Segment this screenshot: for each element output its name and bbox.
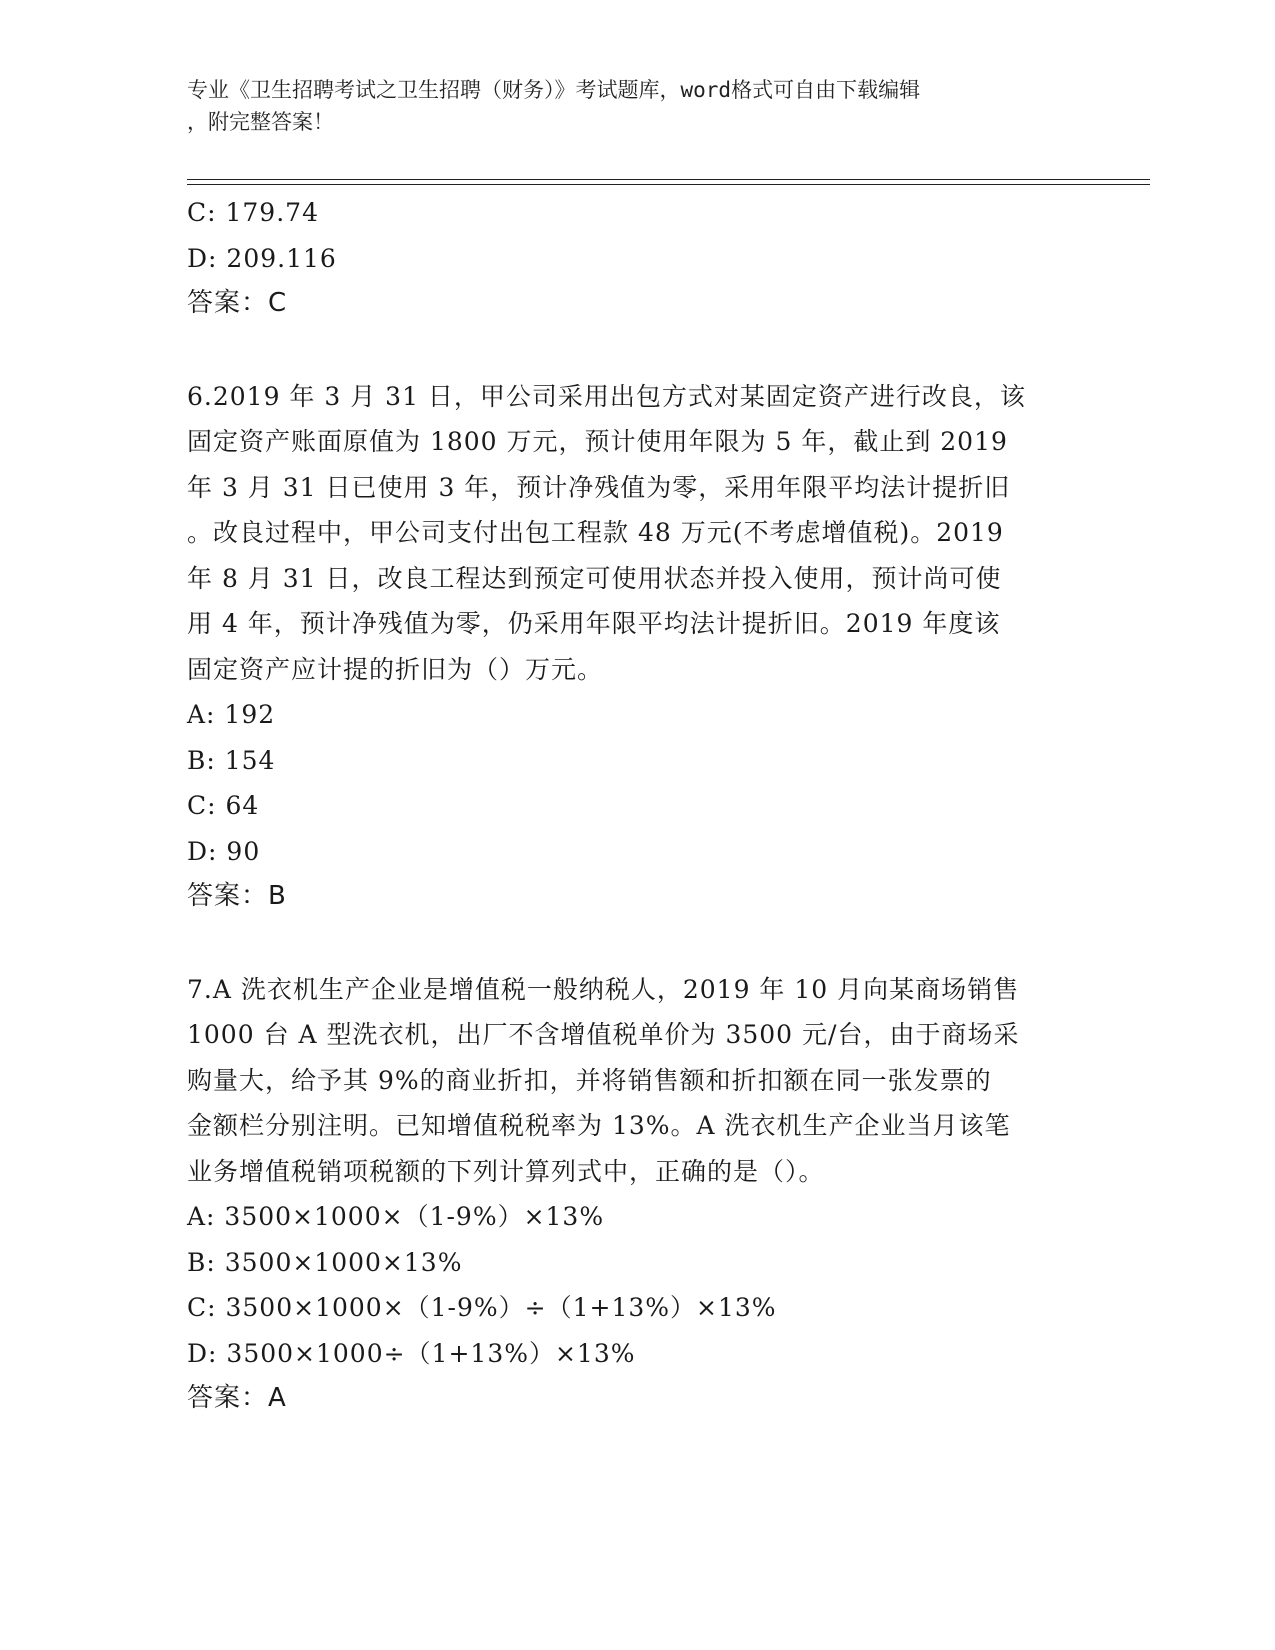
option-b: B: 3500×1000×13% (187, 1247, 463, 1277)
option-c: C: 64 (187, 791, 260, 820)
question-text-line: 固定资产应计提的折旧为（）万元。 (187, 654, 604, 684)
question-text-line: 固定资产账面原值为 1800 万元，预计使用年限为 5 年，截止到 2019 (187, 427, 1008, 456)
question-text-line: 年 8 月 31 日，改良工程达到预定可使用状态并投入使用，预计尚可使 (187, 563, 1002, 593)
option-b: B: 154 (187, 745, 276, 775)
question-7 (187, 967, 1087, 1422)
question-text-line: 金额栏分别注明。已知增值税税率为 13%。A 洗衣机生产企业当月该笔 (187, 1111, 1011, 1140)
option-c: C: 179.74 (187, 198, 319, 227)
header-title-line-1: 专业《卫生招聘考试之卫生招聘（财务）》考试题库，word格式可自由下载编辑 (187, 78, 921, 102)
header-title-line-2: ，附完整答案！ (187, 110, 334, 134)
option-a: A: 3500×1000×（1-9%）×13% (187, 1202, 605, 1231)
answer-label: 答案：C (187, 288, 288, 318)
answer-label: 答案：A (187, 1383, 287, 1413)
option-a: A: 192 (187, 700, 276, 729)
option-d: D: 209.116 (187, 243, 337, 273)
question-5-tail (187, 190, 1087, 327)
option-d: D: 3500×1000÷（1+13%）×13% (187, 1338, 636, 1368)
question-text-line: 。改良过程中，甲公司支付出包工程款 48 万元(不考虑增值税)。2019 (187, 518, 1004, 547)
question-text-line: 用 4 年，预计净残值为零，仍采用年限平均法计提折旧。2019 年度该 (187, 609, 1001, 638)
question-text-line: 6.2019 年 3 月 31 日，甲公司采用出包方式对某固定资产进行改良，该 (187, 381, 1026, 411)
question-text-line: 7.A 洗衣机生产企业是增值税一般纳税人，2019 年 10 月向某商场销售 (187, 974, 1020, 1004)
spacer (187, 920, 1087, 967)
question-6 (187, 374, 1087, 920)
question-text-line: 业务增值税销项税额的下列计算列式中，正确的是（）。 (187, 1156, 825, 1186)
option-d: D: 90 (187, 836, 261, 866)
question-text-line: 年 3 月 31 日已使用 3 年，预计净残值为零，采用年限平均法计提折旧 (187, 472, 1011, 502)
option-c: C: 3500×1000×（1-9%）÷（1+13%）×13% (187, 1293, 777, 1322)
question-text-line: 1000 台 A 型洗衣机，出厂不含增值税单价为 3500 元/台，由于商场采 (187, 1020, 1020, 1049)
header-divider-bottom (187, 184, 1150, 185)
header-divider-top (187, 179, 1150, 180)
question-text-line: 购量大，给予其 9%的商业折扣，并将销售额和折扣额在同一张发票的 (187, 1065, 992, 1095)
question-list (187, 190, 1087, 1422)
document-header (187, 74, 1077, 138)
answer-label: 答案：B (187, 881, 287, 911)
spacer (187, 327, 1087, 374)
